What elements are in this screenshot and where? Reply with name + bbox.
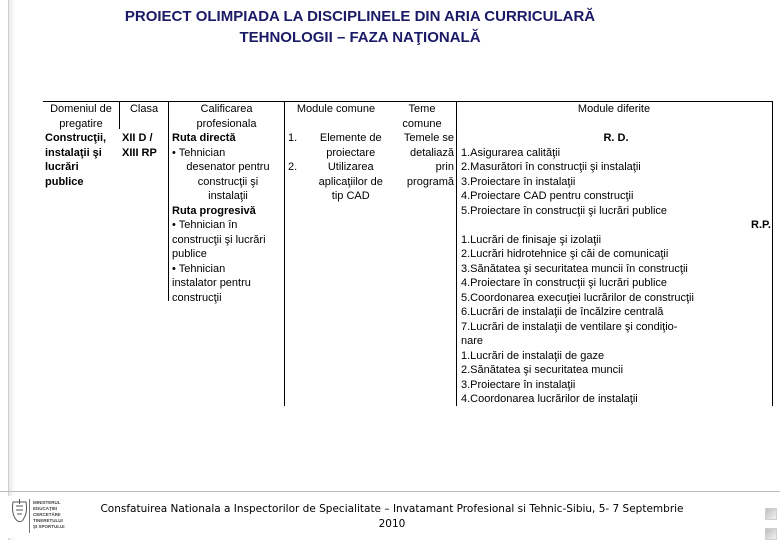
column-divider [456, 101, 457, 406]
module-item: 3.Sănătatea şi securitatea muncii în construcţii [461, 262, 688, 275]
module-item: 2.Masurători în construcţii şi instalaţii [461, 161, 641, 173]
module-item: nare [461, 335, 484, 347]
common-module-1: 1. Elemente de proiectare [288, 132, 382, 159]
curriculum-table [43, 101, 773, 406]
module-item: 4.Coordonarea lucrărilor de instalaţii [461, 393, 638, 405]
table-right-border [772, 101, 773, 406]
module-item: 5.Coordonarea execuţiei lucrărilor de construcţii [461, 291, 694, 304]
route-progressive-label: Ruta progresivă [172, 204, 256, 217]
rp-label: R.P. [751, 219, 771, 231]
module-item: 2.Sănătatea şi securitatea muncii [461, 364, 624, 376]
module-item: 1.Asigurarea calităţii [461, 146, 561, 159]
column-divider [168, 101, 169, 301]
module-item: 4.Proiectare CAD pentru construcţii [461, 190, 634, 202]
cell-themes: Temele se detaliază prin programă [403, 132, 454, 188]
header-different-modules: Module diferite [577, 103, 651, 115]
page-title [100, 6, 620, 48]
header-common-modules: Module comune [296, 103, 376, 115]
header-class: Clasa [129, 103, 159, 115]
footer-line-2: 2010 [378, 518, 406, 530]
route-direct-label: Ruta directă [172, 132, 236, 144]
footer-line-1: Consfatuirea Nationala a Inspectorilor de Specialitate – Invatamant Profesional si Tehnic-Sibiu, 5- 7 Septembrie [100, 503, 684, 515]
left-border-line [8, 0, 9, 540]
ministry-logo-text: MINISTERUL EDUCAŢIEI CERCETĂRII TINERETULUI ŞI SPORTULUI [33, 500, 65, 529]
column-divider [284, 101, 285, 406]
header-domain: Domeniul de pregatire [50, 103, 112, 130]
rd-label: R. D. [603, 132, 629, 144]
module-item: 4.Proiectare în construcţii şi lucrări publice [461, 277, 668, 289]
cell-class: XII D / XIII RP [122, 132, 157, 159]
module-item: 3.Proiectare în instalaţii [461, 175, 576, 188]
column-divider [119, 101, 120, 129]
footer-divider [0, 491, 780, 492]
module-item: 3.Proiectare în instalaţii [461, 378, 576, 391]
module-item: 5.Proiectare în construcţii şi lucrări publice [461, 204, 668, 217]
cell-domain: Construcţii, instalaţii şi lucrări publice [45, 132, 107, 188]
decorative-square [765, 508, 777, 520]
module-item: 1.Lucrări de finisaje şi izolaţii [461, 233, 602, 246]
title-line-2: TEHNOLOGII – FAZA NAŢIONALĂ [239, 29, 481, 46]
module-item: 6.Lucrări de instalaţii de încălzire centrală [461, 306, 664, 318]
cell-common-modules [288, 131, 388, 204]
title-line-1: PROIECT OLIMPIADA LA DISCIPLINELE DIN ARIA CURRICULARĂ [124, 8, 596, 25]
decorative-square [765, 528, 777, 540]
header-themes: Teme comune [402, 103, 442, 130]
header-qualification: Calificarea profesionala [196, 103, 257, 130]
module-item: 2.Lucrări hidrotehnice şi căi de comunicaţii [461, 248, 669, 260]
footer-caption [72, 502, 712, 532]
cell-qualification: Ruta directă • Tehnician desenator pentru construcţii şi instalaţii Ruta progresivă • Tehnician în construcţii şi lucrări publice • Tehnician instalator pentru construcţii [172, 131, 284, 305]
module-item: 1.Lucrări de instalaţii de gaze [461, 349, 605, 362]
left-decorative-bar [8, 0, 18, 540]
common-module-2: 2. Utilizarea aplicaţiilor de tip CAD [288, 161, 383, 202]
cell-different-modules [461, 131, 771, 407]
module-item: 7.Lucrări de instalaţii de ventilare şi condiţio- [461, 320, 678, 333]
